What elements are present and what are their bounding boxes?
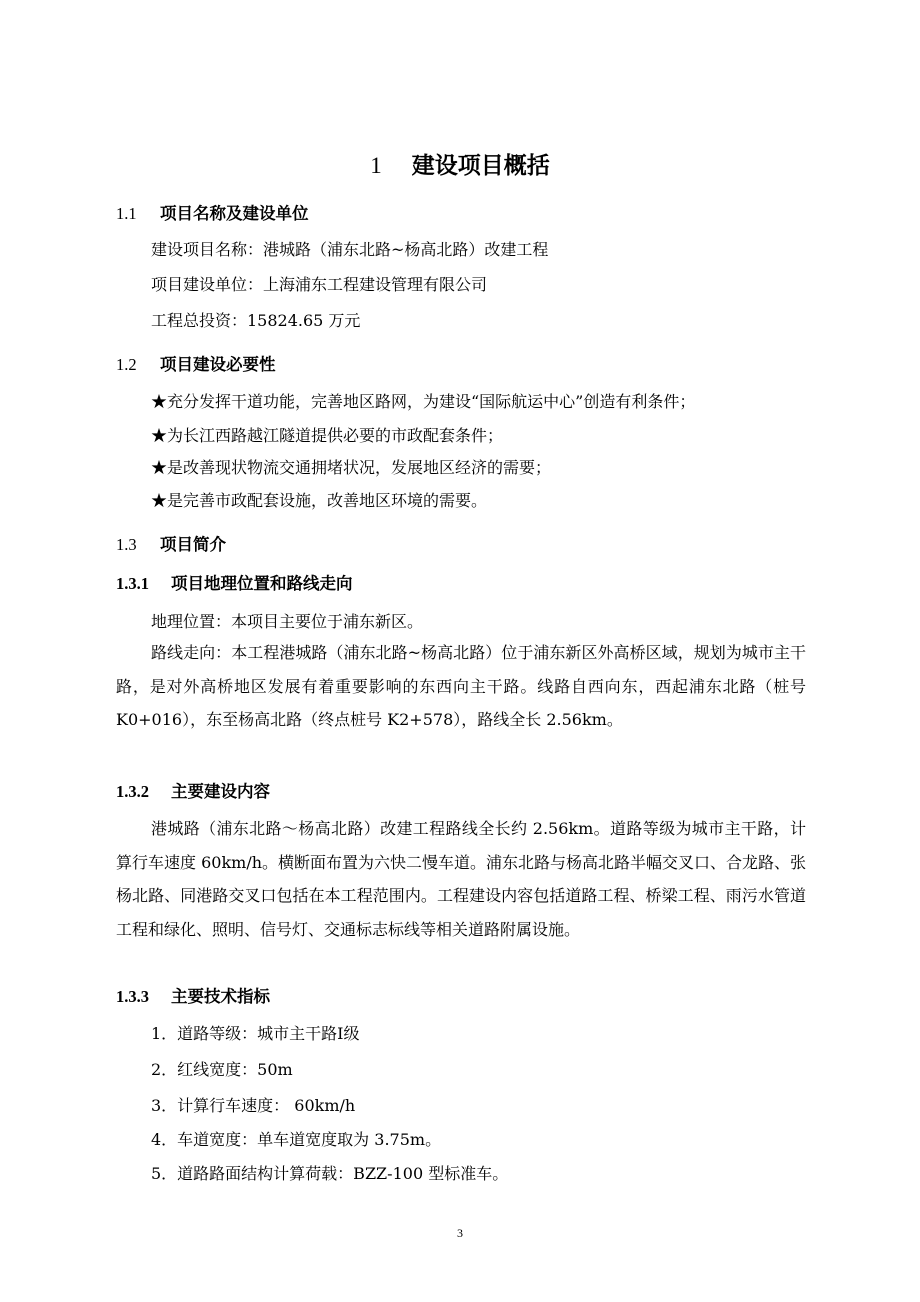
project-investment-line: 工程总投资：15824.65 万元 [151,311,361,330]
indicator-item: 2．红线宽度：50m [151,1060,293,1079]
section-heading-1-3-1: 1.3.1 项目地理位置和路线走向 [116,574,353,593]
necessity-item: ★为长江西路越江隧道提供必要的市政配套条件； [151,426,504,445]
project-unit-line: 项目建设单位：上海浦东工程建设管理有限公司 [151,275,488,294]
chapter-title-text: 建设项目概括 [411,153,550,179]
indicator-item: 5．道路路面结构计算荷载：BZZ-100 型标准车。 [151,1164,509,1183]
route-paragraph: 路线走向：本工程港城路（浦东北路~杨高北路）位于浦东新区外高桥区域，规划为城市主干路，是对外高桥地区发展有着重要影响的东西向主干路。线路自西向东，西起浦东北路（桩号 K0+016），东至杨高北路（终点桩号 K2+578），路线全长 2.56km。 [116,643,806,729]
section-heading-1-1: 1.1 项目名称及建设单位 [116,204,309,223]
necessity-item: ★充分发挥干道功能，完善地区路网，为建设“国际航运中心”创造有利条件； [151,392,696,411]
section-heading-1-3: 1.3 项目简介 [116,535,226,554]
construction-content-paragraph: 港城路（浦东北路～杨高北路）改建工程路线全长约 2.56km。道路等级为城市主干路，计算行车速度 60km/h。横断面布置为六快二慢车道。浦东北路与杨高北路半幅交叉口、合龙路、张杨北路、同港路交叉口包括在本工程范围内。工程建设内容包括道路工程、桥梁工程、雨污水管道工程和绿化、照明、信号灯、交通标志标线等相关道路附属设施。 [116,819,807,939]
indicator-item: 4．车道宽度：单车道宽度取为 3.75m。 [151,1130,442,1149]
necessity-item: ★是完善市政配套设施，改善地区环境的需要。 [151,491,488,510]
section-heading-1-3-3: 1.3.3 主要技术指标 [116,987,270,1006]
project-name-line: 建设项目名称：港城路（浦东北路~杨高北路）改建工程 [151,240,549,259]
section-heading-1-3-2: 1.3.2 主要建设内容 [116,782,270,801]
necessity-item: ★是改善现状物流交通拥堵状况，发展地区经济的需要； [151,458,552,477]
location-line: 地理位置：本项目主要位于浦东新区。 [151,612,424,631]
section-heading-1-2: 1.2 项目建设必要性 [116,355,276,374]
chapter-number: 1 [370,153,382,178]
page-number: 3 [457,1226,463,1240]
indicator-item: 3．计算行车速度： 60km/h [151,1096,356,1115]
indicator-item: 1．道路等级：城市主干路Ⅰ级 [151,1024,360,1043]
chapter-title [0,147,920,180]
